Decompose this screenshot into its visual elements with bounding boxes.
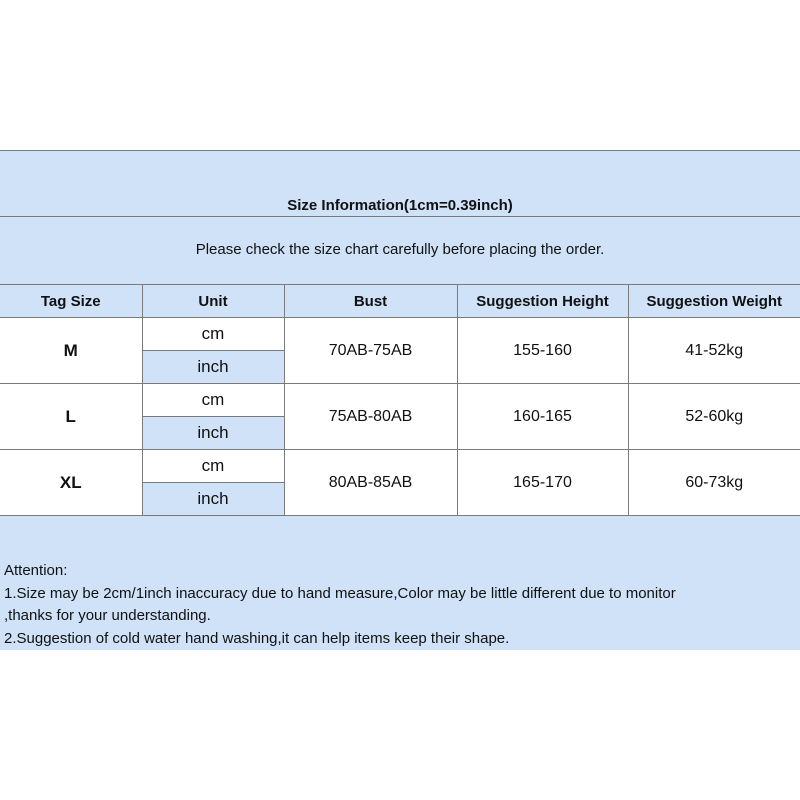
header-suggestion-height: Suggestion Height	[457, 285, 628, 318]
attention-line: 2.Suggestion of cold water hand washing,it can help items keep their shape.	[4, 629, 510, 647]
size-table	[0, 285, 800, 516]
attention-band	[0, 516, 800, 650]
attention-line: 1.Size may be 2cm/1inch inaccuracy due to hand measure,Color may be little different due to monitor	[4, 584, 676, 602]
tag-size-cell: XL	[0, 450, 142, 516]
size-info-title: Size Information(1cm=0.39inch)	[287, 197, 513, 214]
attention-line: ,thanks for your understanding.	[4, 607, 211, 624]
bust-cell: 80AB-85AB	[284, 450, 457, 516]
unit-inch-cell: inch	[142, 417, 284, 450]
weight-cell: 52-60kg	[628, 384, 800, 450]
unit-inch-cell: inch	[142, 351, 284, 384]
tag-size-cell: M	[0, 318, 142, 384]
header-suggestion-weight: Suggestion Weight	[628, 285, 800, 318]
unit-cm-cell: cm	[142, 450, 284, 483]
header-bust: Bust	[284, 285, 457, 318]
table-row	[0, 450, 800, 483]
height-cell: 165-170	[457, 450, 628, 516]
tag-size-cell: L	[0, 384, 142, 450]
height-cell: 155-160	[457, 318, 628, 384]
weight-cell: 60-73kg	[628, 450, 800, 516]
size-chart-sheet	[0, 150, 800, 650]
table-row	[0, 318, 800, 351]
attention-notes	[4, 560, 676, 650]
weight-cell: 41-52kg	[628, 318, 800, 384]
attention-heading: Attention:	[4, 562, 68, 579]
notice-band	[0, 217, 800, 285]
title-band	[0, 151, 800, 217]
unit-cm-cell: cm	[142, 384, 284, 417]
unit-inch-cell: inch	[142, 483, 284, 516]
table-header-row	[0, 285, 800, 318]
size-check-notice: Please check the size chart carefully before placing the order.	[195, 241, 605, 258]
table-row	[0, 384, 800, 417]
bust-cell: 75AB-80AB	[284, 384, 457, 450]
header-tag-size: Tag Size	[0, 285, 142, 318]
bust-cell: 70AB-75AB	[284, 318, 457, 384]
header-unit: Unit	[142, 285, 284, 318]
height-cell: 160-165	[457, 384, 628, 450]
unit-cm-cell: cm	[142, 318, 284, 351]
